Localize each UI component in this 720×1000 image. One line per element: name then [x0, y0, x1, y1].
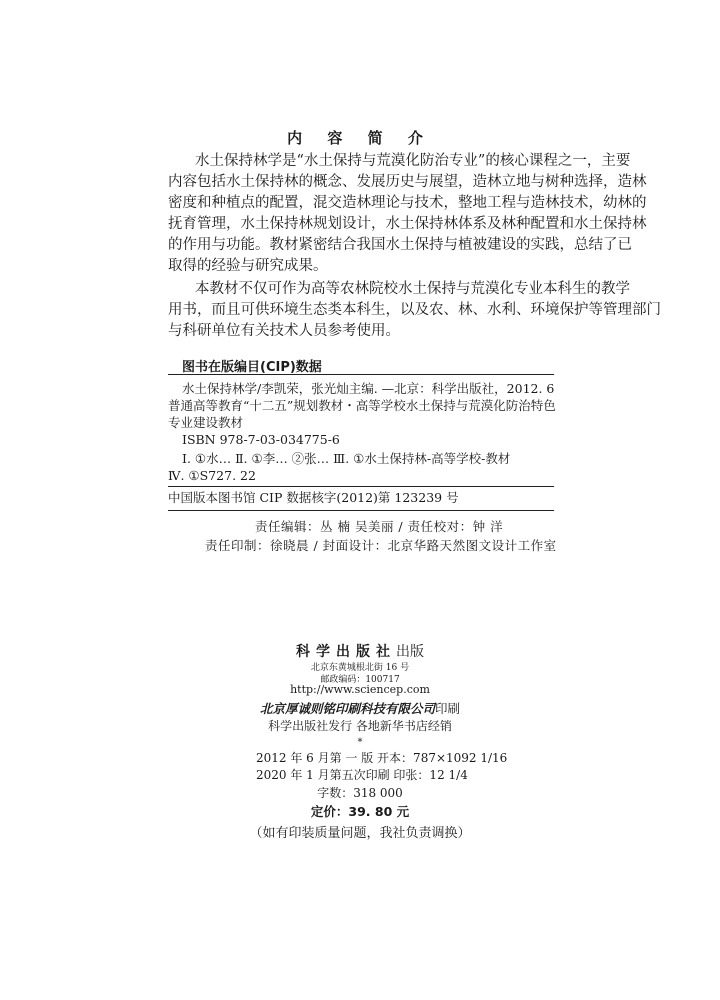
- edition-line: 2012 年 6 月第 一 版 开本：787×1092 1/16: [256, 751, 508, 765]
- credits-design: 责任印制：徐晓晨 / 封面设计：北京华路天然图文设计工作室: [205, 538, 557, 553]
- publisher-url: http://www.sciencep.com: [290, 683, 430, 696]
- intro-heading: 内 容 简 介: [287, 129, 433, 147]
- price: 定价：39. 80 元: [310, 804, 410, 819]
- printing-line: 2020 年 1 月第五次印刷 印张：12 1/4: [256, 768, 468, 782]
- cip-line: 水土保持林学/李凯荣，张光灿主编. —北京：科学出版社，2012. 6: [182, 381, 555, 396]
- distribution-line: 科学出版社发行 各地新华书店经销: [268, 719, 452, 733]
- intro-line: 水土保持林学是“水土保持与荒漠化防治专业”的核心课程之一，主要: [195, 153, 631, 169]
- intro-line: 取得的经验与研究成果。: [168, 258, 328, 274]
- publisher-line: [0, 641, 720, 661]
- credits-editors: 责任编辑：丛 楠 吴美丽 / 责任校对：钟 洋: [255, 519, 504, 534]
- intro-line: 内容包括水土保持林的概念、发展历史与展望，造林立地与树种选择，造林: [168, 174, 647, 190]
- intro-line: 与科研单位有关技术人员参考使用。: [168, 323, 400, 339]
- printer-line: [0, 699, 720, 717]
- cip-record: 中国版本图书馆 CIP 数据核字(2012)第 123239 号: [168, 490, 459, 505]
- intro-line: 用书，而且可供环境生态类本科生，以及农、林、水利、环境保护等管理部门: [168, 302, 661, 318]
- intro-line: 抚育管理，水土保持林规划设计，水土保持林体系及林种配置和水土保持林: [168, 216, 647, 232]
- printer-name: 北京厚诚则铭印刷科技有限公司: [259, 701, 435, 716]
- cip-line: 专业建设教材: [168, 415, 244, 430]
- word-count: 字数：318 000: [317, 786, 403, 800]
- intro-line: 本教材不仅可作为高等农林院校水土保持与荒漠化专业本科生的教学: [195, 281, 630, 297]
- publisher-postcode: 邮政编码：100717: [320, 675, 400, 685]
- intro-line: 密度和种植点的配置，混交造林理论与技术，整地工程与造林技术，幼林的: [168, 195, 647, 211]
- cip-bottom-rule: [168, 510, 554, 511]
- quality-notice: （如有印装质量问题，我社负责调换）: [249, 826, 471, 841]
- cip-middle-rule: [168, 486, 554, 487]
- printer-suffix: 印刷: [435, 701, 461, 716]
- publisher-address: 北京东黄城根北街 16 号: [310, 663, 410, 673]
- intro-line: 的作用与功能。教材紧密结合我国水土保持与植被建设的实践，总结了已: [168, 237, 632, 253]
- cip-isbn: ISBN 978-7-03-034775-6: [182, 432, 340, 447]
- cip-class-line: Ⅰ. ①水… Ⅱ. ①李… ②张… Ⅲ. ①水土保持林-高等学校-教材: [182, 451, 511, 466]
- publisher-suffix: 出版: [396, 644, 424, 660]
- cip-class-line: Ⅳ. ①S727. 22: [168, 468, 256, 483]
- cip-heading: 图书在版编目(CIP)数据: [182, 360, 322, 375]
- cip-line: 普通高等教育“十二五”规划教材・高等学校水土保持与荒漠化防治特色: [168, 398, 556, 413]
- cip-top-rule: [168, 374, 554, 375]
- separator-star: *: [357, 737, 363, 748]
- publisher-name: 科学出版社: [296, 644, 396, 660]
